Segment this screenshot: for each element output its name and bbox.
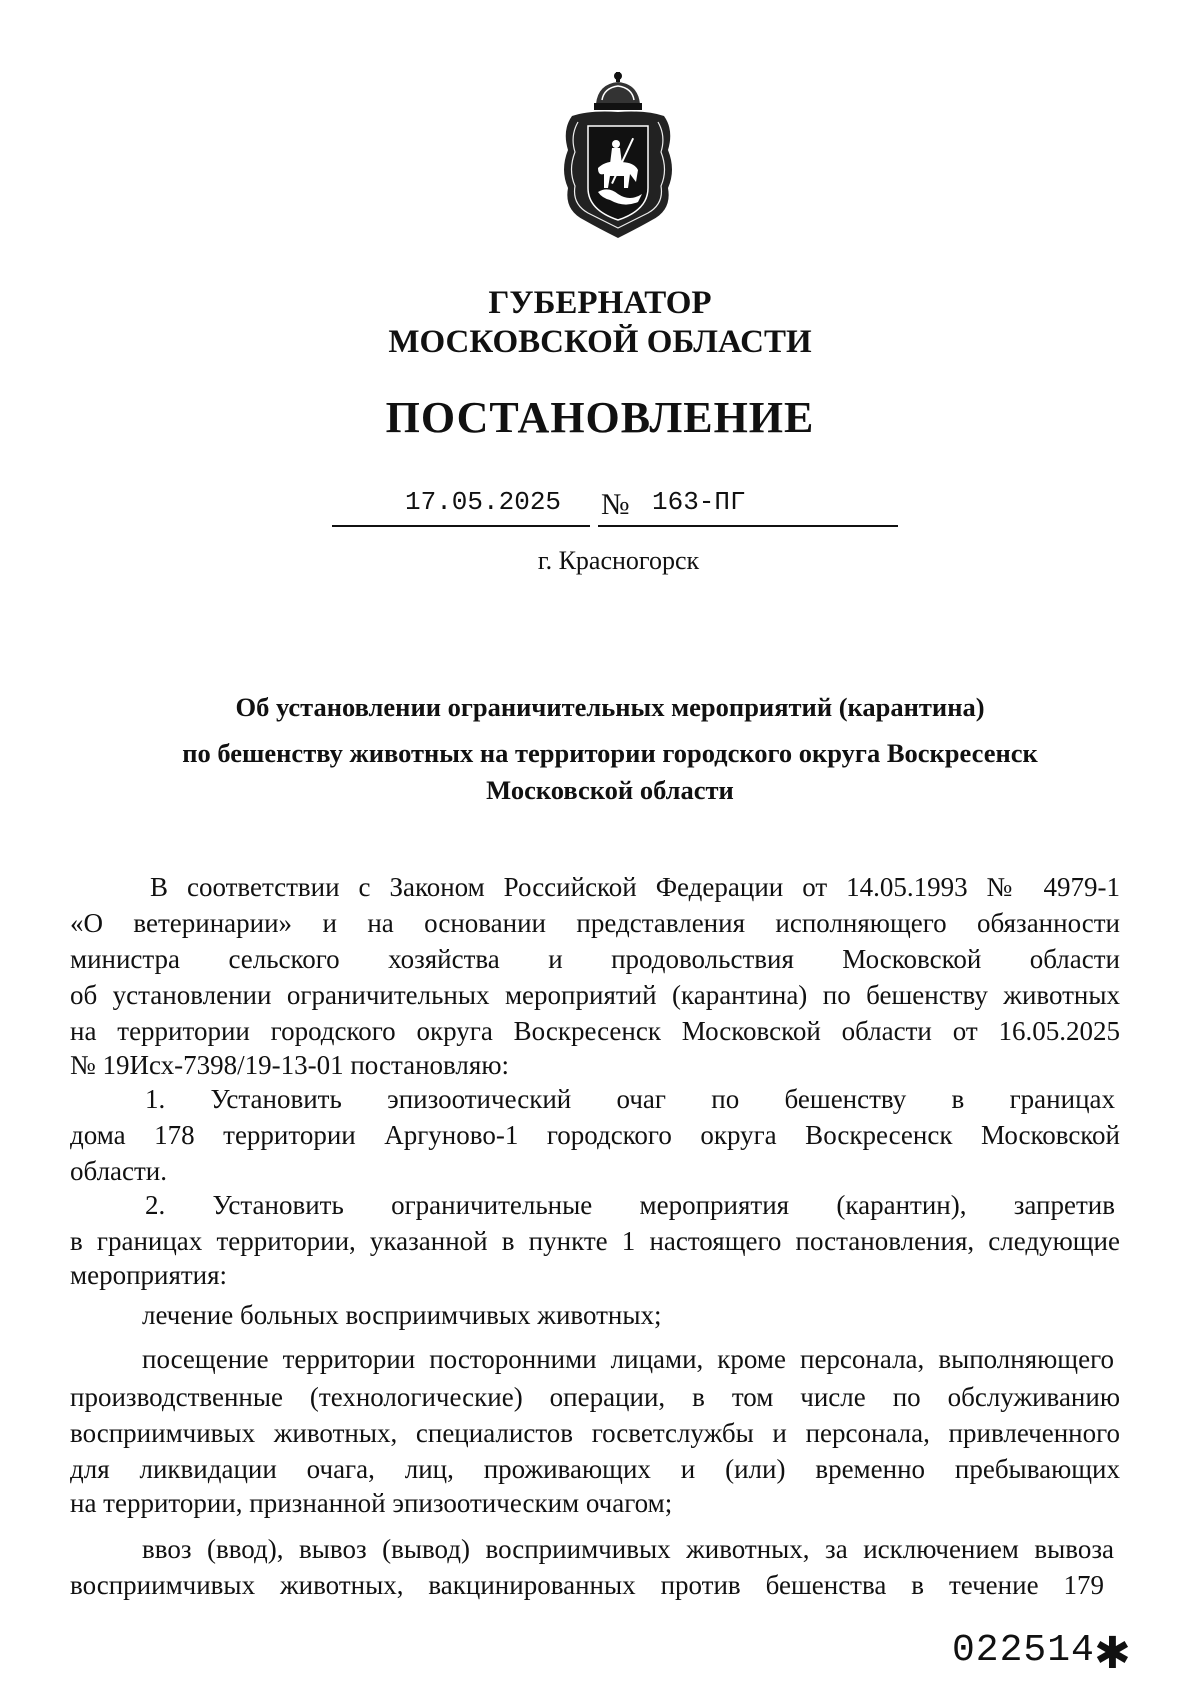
body-line: ввоз (ввод), вывоз (вывод) восприимчивых животных, за исключением вывоза	[142, 1534, 1114, 1564]
body-line: в границах территории, указанной в пункте 1 настоящего постановления, следующие	[70, 1226, 1120, 1256]
body-line: производственные (технологические) операции, в том числе по обслуживанию	[70, 1382, 1120, 1412]
body-line: дома 178 территории Аргуново-1 городского округа Воскресенск Московской	[70, 1120, 1120, 1150]
body-line: восприимчивых животных, вакцинированных против бешенства в течение 179	[70, 1570, 1104, 1600]
body-line: для ликвидации очага, лиц, проживающих и (или) временно пребывающих	[70, 1454, 1120, 1484]
body-line: «О ветеринарии» и на основании представления исполняющего обязанности	[70, 908, 1120, 938]
document-number: 163-ПГ	[652, 487, 746, 517]
serial-number: 022514	[952, 1629, 1095, 1672]
document-title-line-1: Об установлении ограничительных мероприятий (карантина)	[235, 692, 985, 722]
asterisk-icon: ✱	[1094, 1628, 1131, 1679]
body-line: № 19Исх-7398/19-13-01 постановляю:	[70, 1050, 509, 1080]
date-underline	[332, 525, 590, 527]
coat-of-arms-emblem	[558, 70, 678, 242]
issuer-title-line-1: ГУБЕРНАТОР	[488, 285, 712, 321]
number-sign: №	[601, 488, 630, 521]
city-of-issue: г. Красногорск	[537, 546, 700, 575]
document-date: 17.05.2025	[405, 487, 562, 517]
body-line: В соответствии с Законом Российской Федерации от 14.05.1993 № 4979-1	[150, 872, 1120, 902]
document-type-heading: ПОСТАНОВЛЕНИЕ	[385, 393, 815, 442]
document-title-line-2: по бешенству животных на территории городского округа Воскресенск	[182, 738, 1038, 768]
issuer-title-line-2: МОСКОВСКОЙ ОБЛАСТИ	[388, 324, 812, 360]
body-line: области.	[70, 1156, 168, 1186]
body-line: лечение больных восприимчивых животных;	[142, 1300, 662, 1330]
number-underline	[598, 525, 898, 527]
body-line: посещение территории посторонними лицами, кроме персонала, выполняющего	[142, 1344, 1114, 1374]
body-line: об установлении ограничительных мероприятий (карантина) по бешенству животных	[70, 980, 1120, 1010]
body-line: 2. Установить ограничительные мероприятия (карантин), запретив	[145, 1190, 1115, 1220]
document-title-line-3: Московской области	[486, 775, 734, 805]
body-line: на территории, признанной эпизоотическим очагом;	[70, 1488, 673, 1518]
body-line: мероприятия:	[70, 1260, 228, 1290]
crown-icon	[594, 72, 642, 110]
body-line: восприимчивых животных, специалистов госветслужбы и персонала, привлеченного	[70, 1418, 1120, 1448]
body-line: на территории городского округа Воскресенск Московской области от 16.05.2025	[70, 1016, 1120, 1046]
body-line: министра сельского хозяйства и продовольствия Московской области	[70, 944, 1120, 974]
body-line: 1. Установить эпизоотический очаг по бешенству в границах	[145, 1084, 1115, 1114]
